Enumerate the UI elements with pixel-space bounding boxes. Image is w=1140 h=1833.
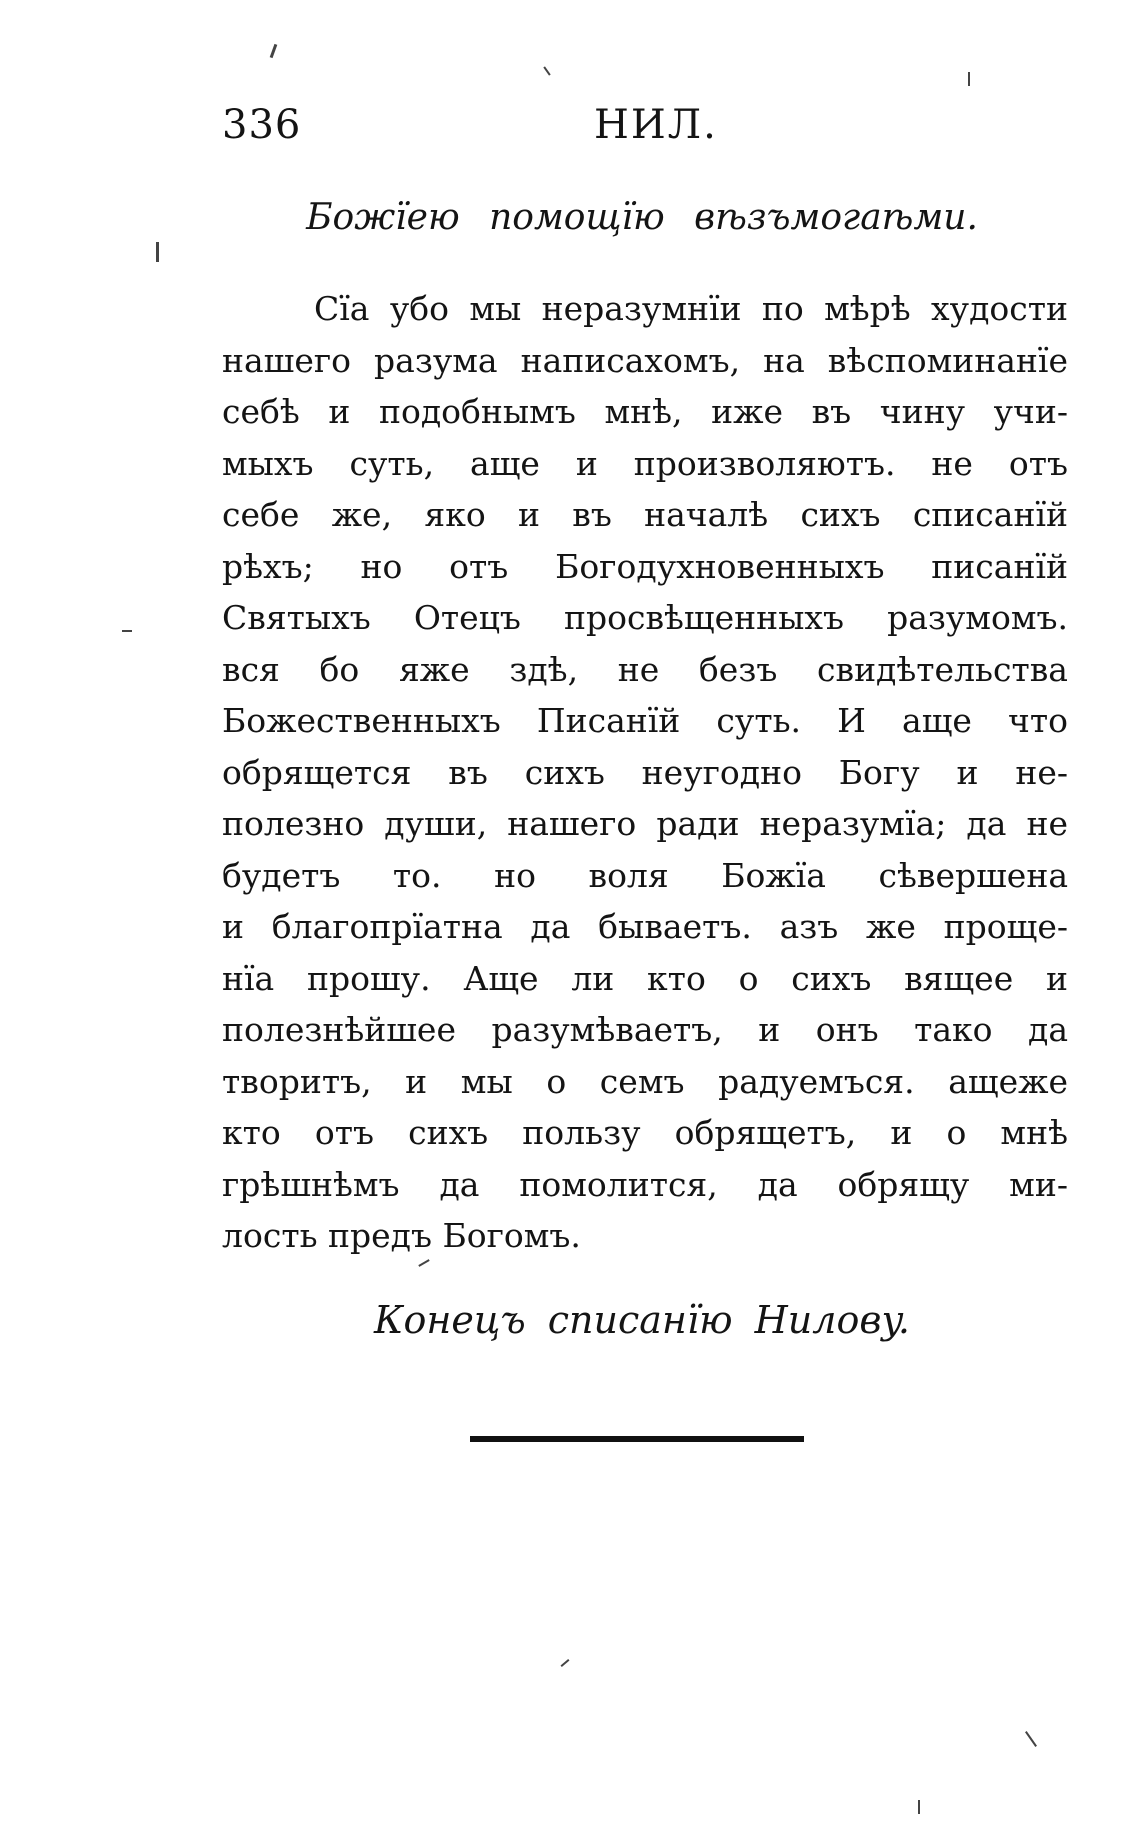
running-head: НИЛ. (594, 102, 718, 148)
text-line: творитъ, и мы о семъ радуемъся. ащеже (222, 1061, 1068, 1101)
scan-speck (270, 44, 278, 58)
text-line: нїа прошу. Аще ли кто о сихъ вящее и (222, 958, 1068, 998)
scan-speck (968, 72, 970, 86)
scan-speck (543, 66, 550, 75)
text-line: мыхъ суть, аще и произволяютъ. не отъ (222, 443, 1068, 483)
text-line: Святыхъ Отецъ просвѣщенныхъ разумомъ. (222, 598, 1068, 637)
invocation-heading: Божїею помощїю вѣзъмогаѣми. (306, 197, 978, 238)
text-line: Божественныхъ Писанїй суть. И аще что (222, 701, 1068, 740)
colophon: Конецъ списанїю Ниловy. (374, 1298, 910, 1342)
text-line: нашего разума написахомъ, на вѣспоминанїе (222, 340, 1068, 380)
text-line: рѣхъ; но отъ Богодухновенныхъ писанїй (222, 546, 1068, 586)
page-number: 336 (222, 102, 302, 148)
text-line: кто отъ сихъ пользу обрящетъ, и о мнѣ (222, 1113, 1068, 1152)
text-line: лость предъ Богомъ. (222, 1216, 581, 1255)
scan-speck (561, 1659, 570, 1667)
text-line: и благопрїатна да бываетъ. азъ же проще- (222, 907, 1068, 946)
text-line: обрящется въ сихъ неугодно Богу и не- (222, 752, 1068, 792)
body-paragraph (222, 283, 1068, 1262)
text-line: полезно души, нашего ради неразумїа; да не (222, 804, 1068, 843)
scan-speck (1025, 1731, 1037, 1747)
text-line: себе же, яко и въ началѣ сихъ списанїй (222, 495, 1068, 534)
text-line: Сїа убо мы неразумнїи по мѣрѣ худости (314, 289, 1068, 328)
text-line: полезнѣйшее разумѣваетъ, и онъ тако да (222, 1010, 1068, 1049)
text-line: грѣшнѣмъ да помолится, да обрящу ми- (222, 1164, 1068, 1204)
page-header (222, 95, 1062, 155)
scan-speck (918, 1800, 920, 1814)
scan-speck (122, 630, 132, 632)
text-line: будетъ то. но воля Божїа сѣвершена (222, 855, 1068, 895)
text-line: себѣ и подобнымъ мнѣ, иже въ чину учи- (222, 392, 1068, 431)
text-line: вся бо яже здѣ, не безъ свидѣтельства (222, 649, 1068, 689)
scan-speck (156, 242, 159, 262)
end-rule (470, 1436, 804, 1442)
